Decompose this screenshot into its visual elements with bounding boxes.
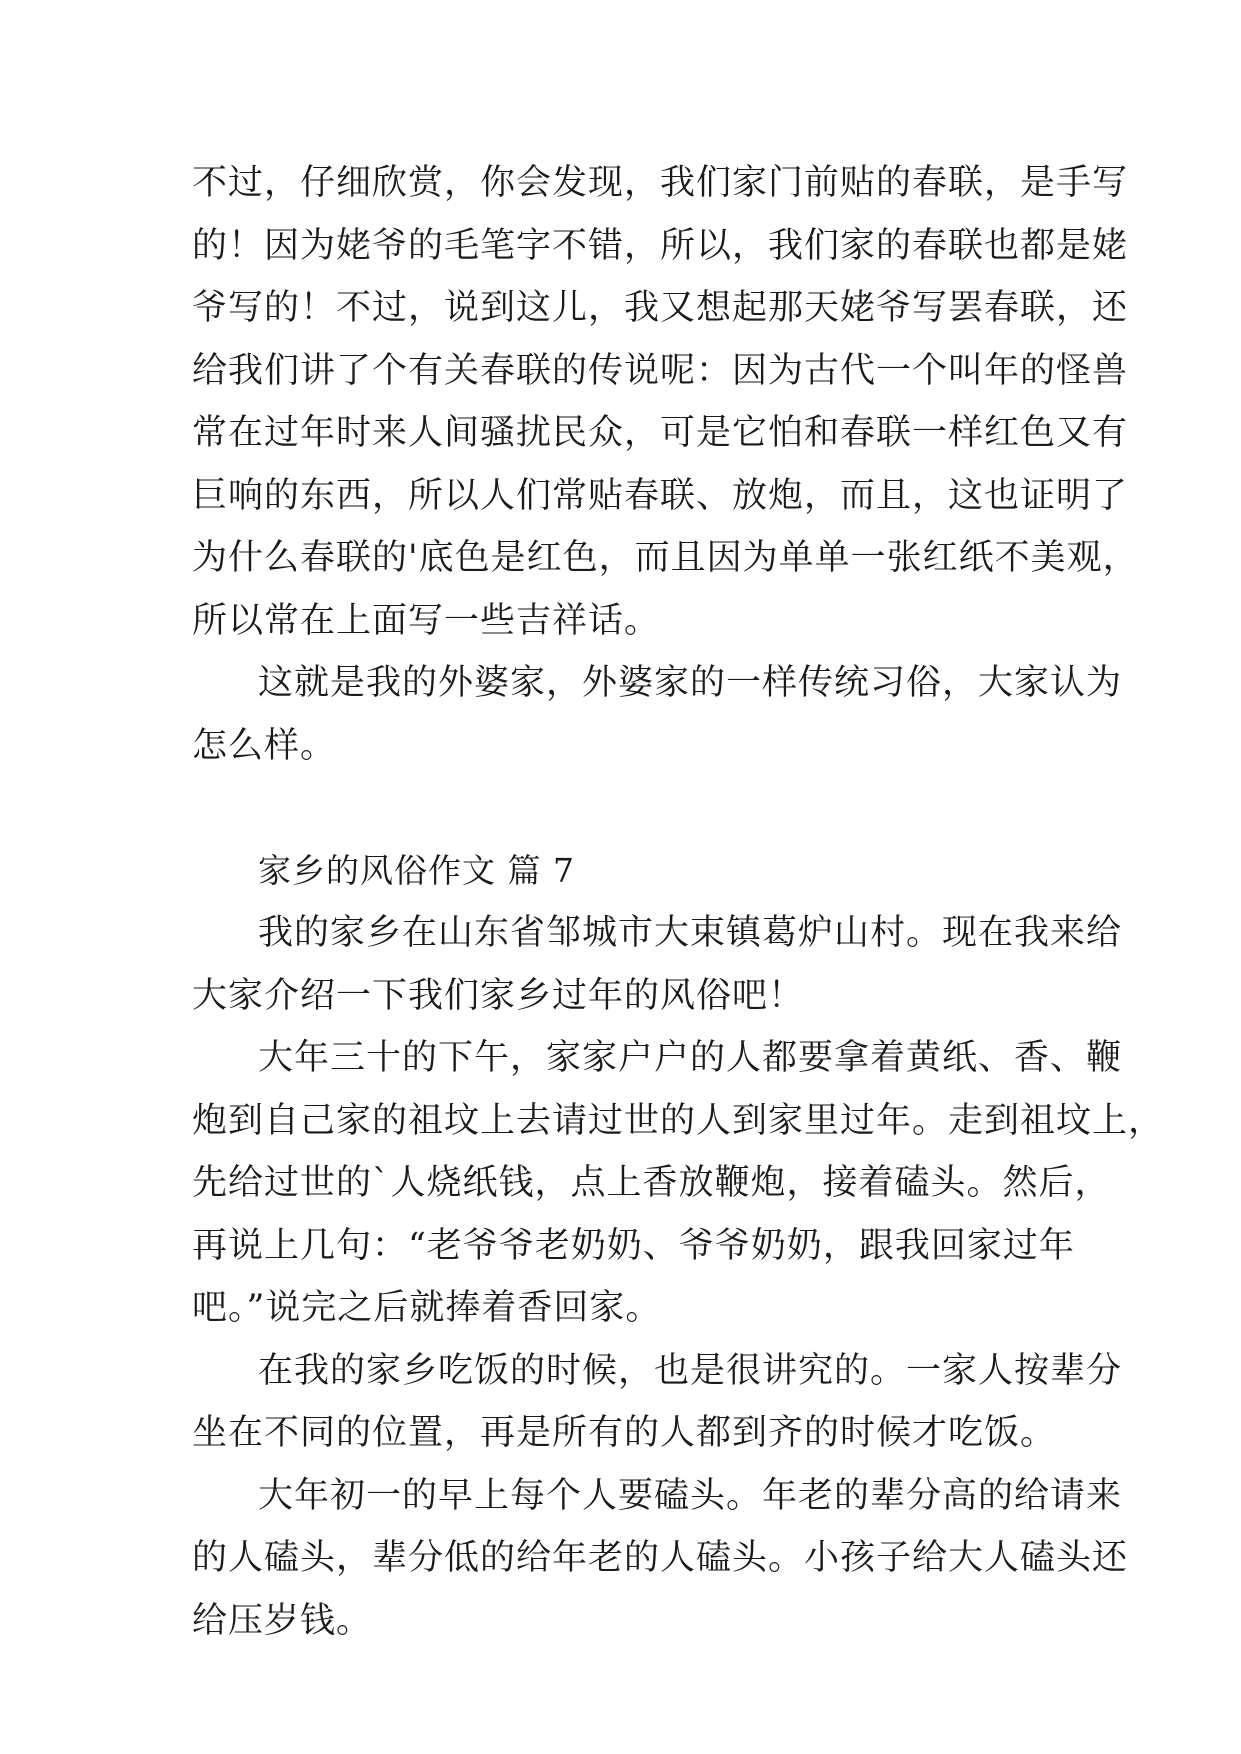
text-line: 这就是我的外婆家，外婆家的一样传统习俗，大家认为 — [258, 663, 1123, 703]
text-line: 所以常在上面写一些吉祥话。 — [192, 600, 661, 641]
paragraph — [192, 902, 1123, 1027]
text-line: 吧。”说完之后就捧着香回家。 — [192, 1288, 662, 1328]
text-line: 我的家乡在山东省邹城市大束镇葛炉山村。现在我来给 — [258, 913, 1123, 953]
text-line: 先给过世的`人烧纸钱，点上香放鞭炮，接着磕头。然后， — [192, 1163, 1111, 1203]
text-line: 再说上几句：“老爷爷老奶奶、爷爷奶奶，跟我回家过年 — [192, 1225, 1075, 1266]
paragraph-continued — [192, 152, 1139, 652]
text-line: 大年三十的下午，家家户户的人都要拿着黄纸、香、鞭 — [258, 1038, 1123, 1078]
text-line: 在我的家乡吃饭的时候，也是很讲究的。一家人按辈分 — [258, 1350, 1123, 1391]
text-line: 大年初一的早上每个人要磕头。年老的辈分高的给请来 — [258, 1475, 1123, 1516]
section-spacer — [192, 777, 1062, 840]
text-line: 坐在不同的位置，再是所有的人都到齐的时候才吃饭。 — [192, 1413, 1057, 1453]
text-line: 常在过年时来人间骚扰民众，可是它怕和春联一样红色又有 — [192, 413, 1129, 453]
text-line: 爷写的！不过，说到这儿，我又想起那天姥爷写罢春联，还 — [192, 288, 1129, 328]
paragraph — [192, 652, 1123, 777]
text-line: 巨响的东西，所以人们常贴春联、放炮，而且，这也证明了 — [192, 475, 1129, 516]
text-line: 为什么春联的'底色是红色，而且因为单单一张红纸不美观， — [192, 538, 1139, 578]
paragraph — [192, 1340, 1123, 1465]
text-line: 炮到自己家的祖坟上去请过世的人到家里过年。走到祖坟上， — [192, 1100, 1165, 1141]
text-line: 大家介绍一下我们家乡过年的风俗吧！ — [192, 975, 805, 1016]
text-line: 给我们讲了个有关春联的传说呢：因为古代一个叫年的怪兽 — [192, 350, 1129, 391]
document-page — [192, 152, 1165, 1652]
paragraph — [192, 1465, 1129, 1653]
text-line: 的人磕头，辈分低的给年老的人磕头。小孩子给大人磕头还 — [192, 1538, 1129, 1578]
text-line: 给压岁钱。 — [192, 1600, 373, 1641]
text-line: 的！因为姥爷的毛笔字不错，所以，我们家的春联也都是姥 — [192, 225, 1129, 266]
paragraph — [192, 1027, 1165, 1340]
section-heading: 家乡的风俗作文 篇 7 — [258, 850, 575, 890]
text-line: 不过，仔细欣赏，你会发现，我们家门前贴的春联，是手写 — [192, 163, 1129, 203]
text-line: 怎么样。 — [192, 725, 337, 766]
